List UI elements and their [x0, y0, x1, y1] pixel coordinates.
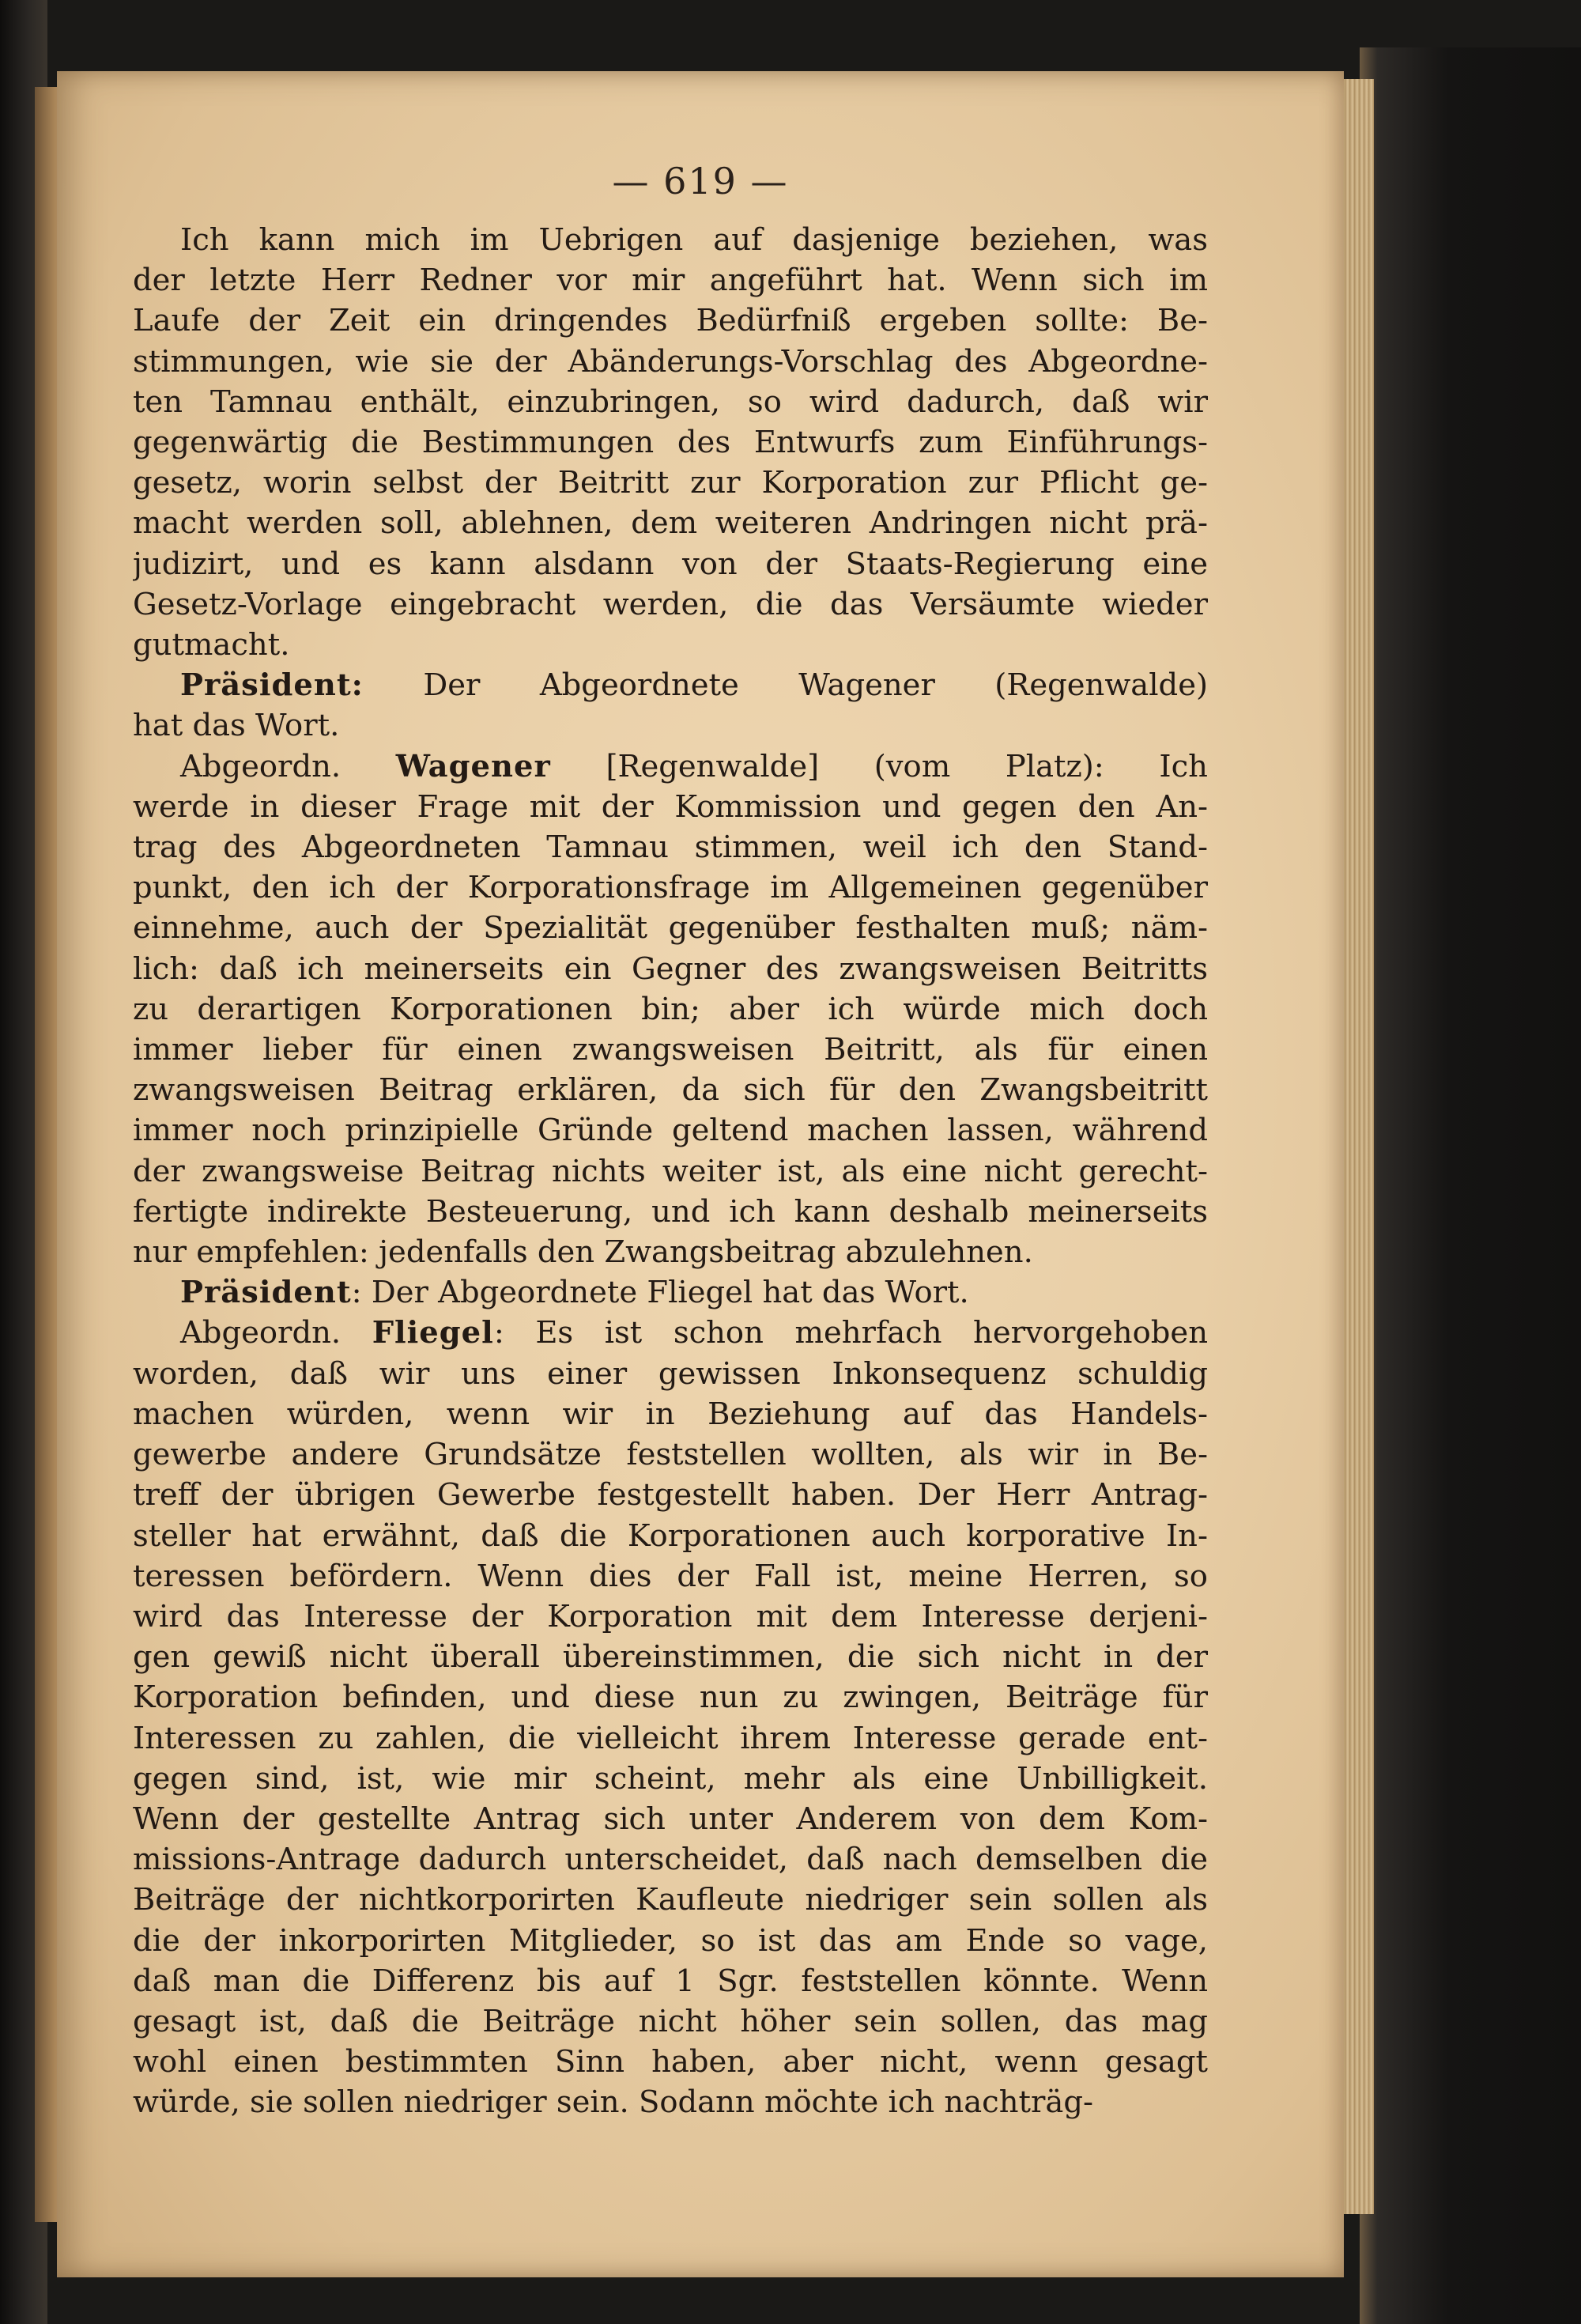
text-line [133, 1232, 1208, 1272]
page-number: — 619 — [612, 160, 789, 202]
text-line [133, 705, 1208, 746]
line-text: hat das Wort. [133, 708, 340, 744]
line-text: gen gewiß nicht überall übereinstimmen, die sich nicht in der [133, 1639, 1208, 1676]
text-line [133, 1394, 1208, 1434]
line-text: gegenwärtig die Bestimmungen des Entwurfs zum Einführungs- [133, 425, 1208, 461]
text-line [133, 1839, 1208, 1880]
line-text: gewerbe andere Grundsätze feststellen wollten, als wir in Be- [133, 1437, 1208, 1473]
text-line [133, 908, 1208, 948]
text-line [133, 1272, 1208, 1313]
line-text: wohl einen bestimmten Sinn haben, aber nicht, wenn gesagt [133, 2044, 1208, 2080]
line-text: Korporation befinden, und diese nun zu zwingen, Beiträge für [133, 1680, 1208, 1716]
line-text: lich: daß ich meinerseits ein Gegner des zwangsweisen Beitritts [133, 950, 1208, 987]
line-text: Interessen zu zahlen, die vielleicht ihrem Interesse gerade ent- [133, 1720, 1208, 1756]
text-line [133, 1434, 1208, 1475]
line-text: ten Tamnau enthält, einzubringen, so wird dadurch, daß wir [133, 384, 1208, 420]
speaker-name: Fliegel [372, 1315, 494, 1351]
text-line [133, 827, 1208, 867]
text-line [133, 2082, 1208, 2122]
book-page [57, 71, 1344, 2277]
line-text: machen würden, wenn wir in Beziehung auf das Handels- [133, 1396, 1208, 1432]
line-text: daß man die Differenz bis auf 1 Sgr. feststellen könnte. Wenn [133, 1963, 1208, 1999]
text-line [133, 949, 1208, 989]
line-text: Beiträge der nichtkorporirten Kaufleute niedriger sein sollen als [133, 1882, 1208, 1918]
line-text: steller hat erwähnt, daß die Korporationen auch korporative In- [133, 1517, 1208, 1554]
text-line [133, 1313, 1208, 1353]
text-line [133, 1516, 1208, 1556]
text-line [133, 260, 1208, 300]
line-text: stimmungen, wie sie der Abänderungs-Vorschlag des Abgeordne- [133, 343, 1208, 380]
line-text: worden, daß wir uns einer gewissen Inkonsequenz schuldig [133, 1355, 1208, 1392]
line-text: der zwangsweise Beitrag nichts weiter ist, als eine nicht gerecht- [133, 1153, 1208, 1189]
text-line [133, 1556, 1208, 1597]
line-text: gegen sind, ist, wie mir scheint, mehr als eine Unbilligkeit. [133, 1760, 1208, 1797]
text-line [133, 1880, 1208, 1920]
line-text: treff der übrigen Gewerbe festgestellt haben. Der Herr Antrag- [133, 1477, 1208, 1513]
speaker-name: Wagener [395, 748, 551, 784]
text-line [133, 1637, 1208, 1677]
text-line [133, 787, 1208, 827]
text-line [133, 1151, 1208, 1192]
text-line [133, 867, 1208, 908]
text-line [133, 1070, 1208, 1110]
line-text: immer lieber für einen zwangsweisen Beitritt, als für einen [133, 1032, 1208, 1068]
line-text: würde, sie sollen niedriger sein. Sodann möchte ich nachträg- [133, 2084, 1094, 2121]
text-line [133, 1677, 1208, 1717]
line-text: gesagt ist, daß die Beiträge nicht höher sein sollen, das mag [133, 2003, 1208, 2039]
line-text: zu derartigen Korporationen bin; aber ich würde mich doch [133, 991, 1208, 1027]
line-text: trag des Abgeordneten Tamnau stimmen, weil ich den Stand- [133, 829, 1208, 866]
text-line [133, 1030, 1208, 1070]
text-line [133, 220, 1208, 260]
text-line [133, 746, 1208, 787]
line-text: : Es ist schon mehrfach hervorgehoben [493, 1315, 1208, 1351]
line-text: zwangsweisen Beitrag erklären, da sich für den Zwangsbeitritt [133, 1072, 1208, 1109]
text-line [133, 584, 1208, 625]
text-line [133, 503, 1208, 543]
line-text: die der inkorporirten Mitglieder, so ist das am Ende so vage, [133, 1922, 1208, 1959]
text-line [133, 1961, 1208, 2001]
line-text: gesetz, worin selbst der Beitritt zur Korporation zur Pflicht ge- [133, 465, 1208, 501]
text-line [133, 989, 1208, 1030]
text-line [133, 1354, 1208, 1394]
text-line [133, 342, 1208, 382]
line-text: missions-Antrage dadurch unterscheidet, daß nach demselben die [133, 1842, 1208, 1878]
line-text: immer noch prinzipielle Gründe geltend machen lassen, während [133, 1113, 1208, 1149]
text-line [133, 1597, 1208, 1637]
line-text: werde in dieser Frage mit der Kommission und gegen den An- [133, 788, 1208, 825]
text-line [133, 1718, 1208, 1759]
text-line [133, 1759, 1208, 1799]
line-text: nur empfehlen: jedenfalls den Zwangsbeitrag abzulehnen. [133, 1234, 1033, 1271]
text-line [133, 665, 1208, 705]
text-line [133, 1475, 1208, 1515]
line-text: Laufe der Zeit ein dringendes Bedürfniß ergeben sollte: Be- [133, 303, 1208, 339]
text-line [133, 1110, 1208, 1151]
line-text: wird das Interesse der Korporation mit dem Interesse derjeni- [133, 1598, 1208, 1634]
text-line [133, 2042, 1208, 2082]
text-line [133, 463, 1208, 503]
line-text: judizirt, und es kann alsdann von der Staats-Regierung eine [133, 546, 1208, 582]
line-text: Wenn der gestellte Antrag sich unter Anderem von dem Kom- [133, 1801, 1208, 1837]
speaker-name: Präsident: [180, 667, 364, 704]
text-line [133, 1192, 1208, 1232]
line-text: der letzte Herr Redner vor mir angeführt hat. Wenn sich im [133, 263, 1208, 299]
text-line [133, 300, 1208, 341]
line-text: punkt, den ich der Korporationsfrage im Allgemeinen gegenüber [133, 870, 1208, 906]
book-cover-edge [1360, 47, 1581, 2324]
line-text: [Regenwalde] (vom Platz): Ich [550, 748, 1208, 784]
line-text: fertigte indirekte Besteuerung, und ich kann deshalb meinerseits [133, 1193, 1208, 1230]
line-text: gutmacht. [133, 627, 290, 663]
page-text [133, 220, 1208, 2123]
line-text: macht werden soll, ablehnen, dem weiteren Andringen nicht prä- [133, 505, 1208, 542]
line-text: teressen befördern. Wenn dies der Fall ist, meine Herren, so [133, 1558, 1208, 1594]
speaker-prefix: Abgeordn. [180, 1315, 372, 1351]
speaker-name: Präsident [180, 1275, 352, 1311]
text-line [133, 544, 1208, 584]
text-line [133, 1921, 1208, 1961]
text-line [133, 2001, 1208, 2042]
line-text: einnehme, auch der Spezialität gegenüber festhalten muß; näm- [133, 910, 1208, 947]
line-text: Ich kann mich im Uebrigen auf dasjenige beziehen, was [180, 222, 1208, 258]
line-text: Gesetz-Vorlage eingebracht werden, die das Versäumte wieder [133, 586, 1208, 622]
line-text: Der Abgeordnete Wagener (Regenwalde) [363, 667, 1208, 704]
text-line [133, 382, 1208, 422]
text-line [133, 1799, 1208, 1839]
text-line [133, 422, 1208, 463]
line-text: : Der Abgeordnete Fliegel hat das Wort. [351, 1275, 969, 1311]
speaker-prefix: Abgeordn. [180, 748, 396, 784]
text-line [133, 625, 1208, 665]
